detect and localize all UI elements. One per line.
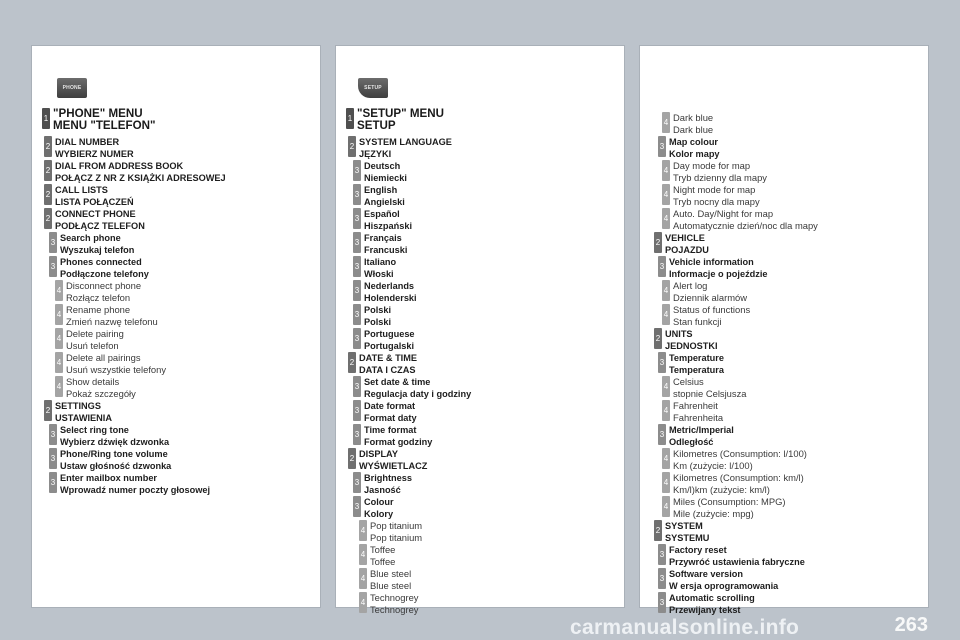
menu-item-label <box>364 472 412 496</box>
right-menu-item <box>658 424 734 448</box>
left-menu-item <box>55 328 124 352</box>
level-badge: 4 <box>55 376 63 397</box>
level-badge: 4 <box>662 160 670 181</box>
label-english: Phone/Ring tone volume <box>60 449 168 459</box>
left-menu-item <box>49 448 171 472</box>
menu-item-label <box>673 112 713 136</box>
level-badge: 2 <box>44 160 52 181</box>
menu-item-label <box>370 568 411 592</box>
menu-item-label <box>359 352 417 376</box>
label-polish: Jasność <box>364 485 401 495</box>
menu-item-label <box>364 160 407 184</box>
label-english: Alert log <box>673 280 708 291</box>
label-english: Toffee <box>370 544 396 555</box>
label-polish: Zmień nazwę telefonu <box>66 316 158 327</box>
left-menu-item <box>49 256 149 280</box>
menu-item-label <box>60 232 134 256</box>
label-english: Delete pairing <box>66 328 124 339</box>
menu-item-label <box>55 208 145 232</box>
label-polish: POŁĄCZ Z NR Z KSIĄŻKI ADRESOWEJ <box>55 173 226 183</box>
menu-item-label <box>364 232 407 256</box>
label-polish: Dark blue <box>673 124 714 135</box>
middle-menu-item <box>359 544 395 568</box>
menu-item-label <box>66 376 136 400</box>
menu-item-label <box>669 568 778 592</box>
level-badge: 4 <box>359 592 367 613</box>
label-polish: Format daty <box>364 413 417 423</box>
level-badge: 4 <box>662 208 670 229</box>
label-polish: Toffee <box>370 556 396 567</box>
level-badge: 3 <box>49 256 57 277</box>
menu-item-label <box>669 352 724 376</box>
level-badge: 3 <box>49 232 57 253</box>
label-polish: Ustaw głośność dzwonka <box>60 461 172 471</box>
level-badge: 3 <box>658 424 666 445</box>
level-badge: 3 <box>353 424 361 445</box>
menu-item-label <box>673 304 750 328</box>
label-english: Celsius <box>673 376 704 387</box>
label-english: Blue steel <box>370 568 412 579</box>
level-badge: 3 <box>658 136 666 157</box>
label-polish: Hiszpański <box>364 221 412 231</box>
label-polish: Fahrenheita <box>673 412 724 423</box>
middle-menu-item <box>359 520 422 544</box>
level-badge: 3 <box>353 376 361 397</box>
level-badge: 4 <box>662 280 670 301</box>
menu-item-label <box>673 448 807 472</box>
menu-item-label <box>673 472 804 496</box>
level-badge: 1 <box>346 108 354 129</box>
left-menu-item <box>49 424 169 448</box>
level-badge: 3 <box>353 400 361 421</box>
menu-item-label <box>673 496 786 520</box>
menu-item-label <box>60 472 210 496</box>
menu-item-label <box>55 400 112 424</box>
middle-menu-item <box>359 592 418 616</box>
label-polish: Przewijany tekst <box>669 605 741 615</box>
level-badge: 3 <box>658 592 666 613</box>
middle-menu-item <box>353 400 417 424</box>
label-polish: W ersja oprogramowania <box>669 581 779 591</box>
label-english: Search phone <box>60 233 121 243</box>
level-badge: 2 <box>654 520 662 541</box>
label-polish: Mile (zużycie: mpg) <box>673 508 754 519</box>
label-english: CALL LISTS <box>55 185 108 195</box>
label-polish: Technogrey <box>370 604 419 615</box>
middle-menu-item <box>353 208 412 232</box>
label-english: DIAL FROM ADDRESS BOOK <box>55 161 184 171</box>
label-polish: Usuń wszystkie telefony <box>66 364 167 375</box>
label-polish: Blue steel <box>370 580 412 591</box>
label-polish: Przywróć ustawienia fabryczne <box>669 557 805 567</box>
menu-item-label <box>60 256 149 280</box>
label-polish: POJAZDU <box>665 245 709 255</box>
label-english: Portuguese <box>364 329 415 339</box>
left-menu-item <box>55 304 158 328</box>
label-english: Set date & time <box>364 377 431 387</box>
menu-item-label <box>66 304 158 328</box>
menu-item-label <box>673 280 747 304</box>
menu-item-label <box>669 256 768 280</box>
level-badge: 3 <box>353 328 361 349</box>
menu-item-label <box>370 544 395 568</box>
middle-menu-item <box>353 280 417 304</box>
menu-item-label <box>669 136 720 160</box>
level-badge: 3 <box>49 472 57 493</box>
label-polish: Regulacja daty i godziny <box>364 389 472 399</box>
menu-item-label <box>669 592 755 616</box>
right-menu-item <box>662 472 804 496</box>
level-badge: 3 <box>353 304 361 325</box>
level-badge: 2 <box>44 136 52 157</box>
right-menu-item <box>662 208 818 232</box>
level-badge: 3 <box>658 568 666 589</box>
level-badge: 2 <box>654 328 662 349</box>
level-badge: 2 <box>348 136 356 157</box>
menu-item-label <box>370 592 418 616</box>
label-english: Phones connected <box>60 257 142 267</box>
left-menu-item <box>44 400 112 424</box>
left-menu-item <box>44 184 134 208</box>
level-badge: 4 <box>662 304 670 325</box>
level-badge: 3 <box>353 208 361 229</box>
label-english: Enter mailbox number <box>60 473 157 483</box>
label-polish: Wyszukaj telefon <box>60 245 135 255</box>
phone-button-icon: PHONE <box>57 78 87 98</box>
level-badge: 4 <box>55 304 63 325</box>
label-polish: Format godziny <box>364 437 433 447</box>
label-english: Temperature <box>669 353 724 363</box>
level-badge: 4 <box>662 448 670 469</box>
left-menu-item <box>44 208 145 232</box>
label-english: Colour <box>364 497 394 507</box>
label-english: SYSTEM LANGUAGE <box>359 137 452 147</box>
middle-menu-item <box>359 568 411 592</box>
label-english: DIAL NUMBER <box>55 137 120 147</box>
menu-item-label <box>66 280 141 304</box>
label-polish: DATA I CZAS <box>359 365 416 375</box>
right-menu-item <box>654 328 718 352</box>
label-polish: Holenderski <box>364 293 417 303</box>
menu-item-label <box>364 256 396 280</box>
right-menu-item <box>654 232 709 256</box>
label-english: Brightness <box>364 473 412 483</box>
label-english: Rename phone <box>66 304 131 315</box>
middle-menu-item <box>353 424 432 448</box>
label-polish: JEDNOSTKI <box>665 341 718 351</box>
label-english: Show details <box>66 376 120 387</box>
label-english: Select ring tone <box>60 425 129 435</box>
left-menu-item <box>55 352 166 376</box>
menu-item-label <box>364 280 417 304</box>
label-english: Auto. Day/Night for map <box>673 208 774 219</box>
menu-item-label <box>669 424 734 448</box>
label-polish: Usuń telefon <box>66 340 119 351</box>
level-badge: 3 <box>658 352 666 373</box>
level-badge: 3 <box>353 496 361 517</box>
menu-item-label <box>673 376 746 400</box>
menu-item-label <box>55 160 226 184</box>
label-polish: Podłączone telefony <box>60 269 149 279</box>
menu-item-label <box>364 328 415 352</box>
level-badge: 1 <box>42 108 50 129</box>
label-english: Delete all pairings <box>66 352 141 363</box>
menu-item-label <box>357 108 444 132</box>
label-english: Nederlands <box>364 281 415 291</box>
right-menu-item <box>658 136 720 160</box>
label-polish: Kolor mapy <box>669 149 720 159</box>
setup-button-icon: SETUP <box>358 78 388 98</box>
label-english: Map colour <box>669 137 719 147</box>
level-badge: 4 <box>359 520 367 541</box>
label-english: Software version <box>669 569 744 579</box>
label-english: Metric/Imperial <box>669 425 734 435</box>
left-menu-item <box>55 376 136 400</box>
level-badge: 2 <box>654 232 662 253</box>
right-menu-item <box>658 592 755 616</box>
level-badge: 4 <box>662 112 670 133</box>
menu-item-label <box>359 448 427 472</box>
label-english: SETTINGS <box>55 401 101 411</box>
label-english: Français <box>364 233 402 243</box>
menu-item-label <box>60 424 169 448</box>
menu-item-label <box>55 136 134 160</box>
label-polish: Temperatura <box>669 365 724 375</box>
right-menu-item <box>662 280 747 304</box>
level-badge: 4 <box>359 568 367 589</box>
label-english: Disconnect phone <box>66 280 142 291</box>
label-polish: Kolory <box>364 509 394 519</box>
level-badge: 4 <box>359 544 367 565</box>
label-english: Status of functions <box>673 304 751 315</box>
label-english: CONNECT PHONE <box>55 209 136 219</box>
label-english: Factory reset <box>669 545 727 555</box>
right-menu-item <box>662 112 713 136</box>
label-english: DISPLAY <box>359 449 398 459</box>
level-badge: 3 <box>658 256 666 277</box>
menu-item-label <box>364 184 405 208</box>
right-menu-item <box>662 448 807 472</box>
label-polish: MENU "TELEFON" <box>53 119 156 132</box>
label-polish: LISTA POŁĄCZEŃ <box>55 197 134 207</box>
middle-menu-item <box>353 376 471 400</box>
label-polish: Km/l)km (zużycie: km/l) <box>673 484 770 495</box>
level-badge: 2 <box>44 184 52 205</box>
menu-item-label <box>669 544 805 568</box>
label-english: Time format <box>364 425 417 435</box>
label-polish: Niemiecki <box>364 173 407 183</box>
label-english: VEHICLE <box>665 233 705 243</box>
middle-menu-item <box>348 352 417 376</box>
label-polish: USTAWIENIA <box>55 413 112 423</box>
label-english: Night mode for map <box>673 184 756 195</box>
level-badge: 3 <box>353 184 361 205</box>
level-badge: 3 <box>353 280 361 301</box>
level-badge: 3 <box>353 472 361 493</box>
label-english: English <box>364 185 398 195</box>
right-menu-item <box>662 160 767 184</box>
label-english: Dark blue <box>673 112 714 123</box>
label-english: Automatic scrolling <box>669 593 755 603</box>
level-badge: 3 <box>658 544 666 565</box>
level-badge: 2 <box>348 352 356 373</box>
menu-item-label <box>364 376 471 400</box>
right-menu-item <box>662 400 723 424</box>
menu-item-label <box>364 424 432 448</box>
left-menu-item <box>42 108 155 132</box>
label-english: Kilometres (Consumption: l/100) <box>673 448 807 459</box>
label-polish: Angielski <box>364 197 405 207</box>
middle-menu-item <box>353 232 407 256</box>
left-menu-item <box>49 472 210 496</box>
right-menu-item <box>662 304 750 328</box>
middle-menu-item <box>353 472 412 496</box>
label-polish: Włoski <box>364 269 394 279</box>
left-menu-item <box>49 232 134 256</box>
label-english: Date format <box>364 401 416 411</box>
label-polish: stopnie Celsjusza <box>673 388 747 399</box>
menu-item-label <box>673 208 818 232</box>
menu-item-label <box>673 400 723 424</box>
label-polish: Pokaż szczegóły <box>66 388 136 399</box>
middle-menu-item <box>353 328 415 352</box>
right-menu-item <box>662 496 786 520</box>
right-menu-item <box>658 568 778 592</box>
left-menu-item <box>44 160 226 184</box>
label-english: Miles (Consumption: MPG) <box>673 496 786 507</box>
menu-item-label <box>673 160 767 184</box>
middle-menu-item <box>353 184 405 208</box>
middle-menu-item <box>353 304 391 328</box>
level-badge: 4 <box>662 184 670 205</box>
left-menu-item <box>55 280 141 304</box>
level-badge: 3 <box>353 160 361 181</box>
menu-item-label <box>665 328 718 352</box>
label-english: Day mode for map <box>673 160 751 171</box>
label-english: Fahrenheit <box>673 400 718 411</box>
phone-menu-panel <box>31 45 321 608</box>
middle-menu-item <box>346 108 444 132</box>
menu-item-label <box>370 520 422 544</box>
label-english: Deutsch <box>364 161 401 171</box>
right-menu-item <box>662 184 760 208</box>
label-polish: Wprowadź numer poczty głosowej <box>60 485 211 495</box>
middle-menu-item <box>348 448 427 472</box>
middle-menu-item <box>348 136 452 160</box>
label-polish: Portugalski <box>364 341 415 351</box>
menu-item-label <box>359 136 452 160</box>
setup-menu-continued-panel <box>639 45 929 615</box>
label-polish: Pop titanium <box>370 532 423 543</box>
label-polish: Dziennik alarmów <box>673 292 747 303</box>
label-english: "PHONE" MENU <box>53 107 143 120</box>
level-badge: 4 <box>55 280 63 301</box>
level-badge: 2 <box>348 448 356 469</box>
menu-item-label <box>55 184 134 208</box>
label-polish: JĘZYKI <box>359 149 392 159</box>
label-english: Español <box>364 209 400 219</box>
menu-item-label <box>66 328 124 352</box>
level-badge: 3 <box>353 256 361 277</box>
label-english: Kilometres (Consumption: km/l) <box>673 472 804 483</box>
label-english: "SETUP" MENU <box>357 107 445 120</box>
label-polish: Francuski <box>364 245 408 255</box>
label-english: Polski <box>364 305 392 315</box>
level-badge: 4 <box>55 328 63 349</box>
level-badge: 3 <box>49 448 57 469</box>
menu-item-label <box>665 232 709 256</box>
menu-item-label <box>53 108 155 132</box>
label-polish: Informacje o pojeździe <box>669 269 768 279</box>
menu-item-label <box>66 352 166 376</box>
middle-menu-item <box>353 496 394 520</box>
menu-item-label <box>673 184 760 208</box>
level-badge: 4 <box>662 472 670 493</box>
right-menu-item <box>658 256 768 280</box>
label-polish: WYŚWIETLACZ <box>359 461 428 471</box>
level-badge: 4 <box>662 400 670 421</box>
middle-menu-item <box>353 160 407 184</box>
menu-item-label <box>665 520 709 544</box>
label-polish: Stan funkcji <box>673 316 722 327</box>
label-polish: PODŁĄCZ TELEFON <box>55 221 145 231</box>
level-badge: 2 <box>44 208 52 229</box>
label-polish: Rozłącz telefon <box>66 292 131 303</box>
label-polish: Wybierz dźwięk dzwonka <box>60 437 170 447</box>
label-polish: SETUP <box>357 119 396 132</box>
label-polish: Polski <box>364 317 392 327</box>
label-english: Technogrey <box>370 592 419 603</box>
right-menu-item <box>662 376 746 400</box>
label-polish: Odległość <box>669 437 714 447</box>
menu-item-label <box>364 208 412 232</box>
middle-menu-item <box>353 256 396 280</box>
level-badge: 4 <box>662 376 670 397</box>
level-badge: 3 <box>49 424 57 445</box>
menu-item-label <box>60 448 171 472</box>
label-english: UNITS <box>665 329 693 339</box>
page-number: 263 <box>894 614 928 636</box>
label-english: DATE & TIME <box>359 353 418 363</box>
label-polish: Km (zużycie: l/100) <box>673 460 753 471</box>
label-english: Pop titanium <box>370 520 423 531</box>
watermark: carmanualsonline.info <box>570 616 800 639</box>
label-polish: Tryb dzienny dla mapy <box>673 172 767 183</box>
label-english: Italiano <box>364 257 397 267</box>
menu-item-label <box>364 304 391 328</box>
right-menu-item <box>658 544 805 568</box>
level-badge: 4 <box>662 496 670 517</box>
label-polish: WYBIERZ NUMER <box>55 149 134 159</box>
menu-item-label <box>364 400 417 424</box>
setup-menu-panel <box>335 45 625 615</box>
label-polish: SYSTEMU <box>665 533 710 543</box>
label-english: SYSTEM <box>665 521 703 531</box>
label-polish: Tryb nocny dla mapy <box>673 196 760 207</box>
label-english: Vehicle information <box>669 257 754 267</box>
level-badge: 3 <box>353 232 361 253</box>
right-menu-item <box>654 520 709 544</box>
right-menu-item <box>658 352 724 376</box>
level-badge: 2 <box>44 400 52 421</box>
left-menu-item <box>44 136 134 160</box>
label-polish: Automatycznie dzień/noc dla mapy <box>673 220 818 231</box>
menu-item-label <box>364 496 394 520</box>
level-badge: 4 <box>55 352 63 373</box>
